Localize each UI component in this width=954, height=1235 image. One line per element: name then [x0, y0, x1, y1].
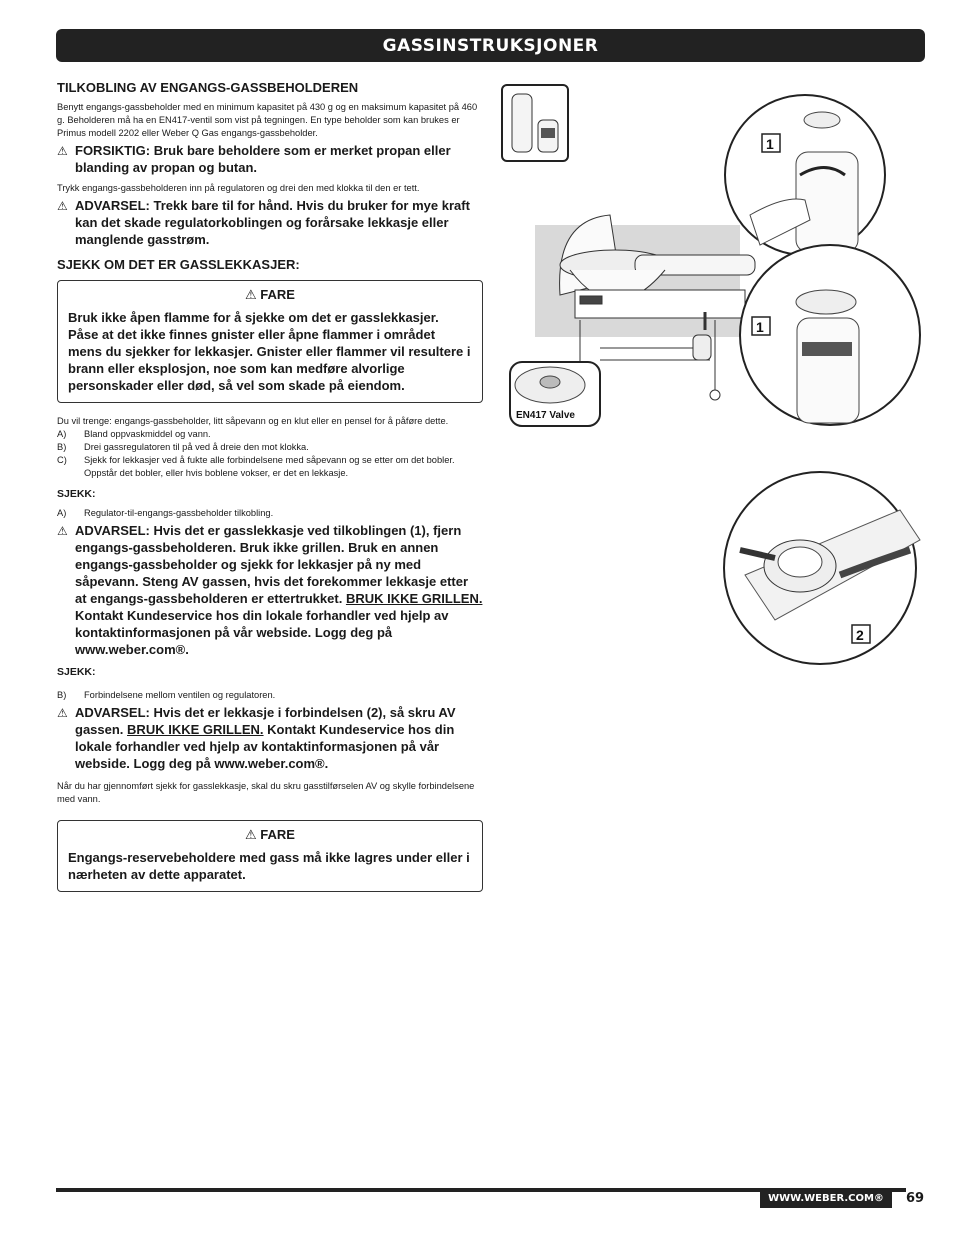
connect-detail-circle	[725, 95, 885, 255]
valve-label: EN417 Valve	[516, 410, 575, 421]
danger-box-flame	[57, 280, 483, 403]
warning-triangle-icon: ⚠	[57, 706, 68, 720]
header-bar	[56, 29, 925, 62]
danger-body: Bruk ikke åpen flamme for å sjekke om det er gasslekkasjer. Påse at det ikke finnes gnister eller åpne flammer i området mens du sjekker for lekkasjer. Gnister eller flammer vil resultere i brann eller eksplosjon, noe som kan medføre alvorlige personskader eller død, så vel som skade på eiendom.	[68, 310, 471, 393]
list-text: Sjekk for lekkasjer ved å fukte alle forbindelsene med såpevann og se etter om det bobler. Oppstår det bobler, eller hvis boblene vokser, er det en lekkasje.	[84, 455, 455, 478]
callout-1: 1	[766, 136, 774, 152]
warning-underline: BRUK IKKE GRILLEN.	[345, 591, 483, 606]
left-column	[57, 80, 483, 892]
list-key: A)	[57, 508, 67, 518]
cylinder-types-inset	[502, 85, 568, 161]
caution-text: FORSIKTIG: Bruk bare beholdere som er merket propan eller blanding av propan og butan.	[75, 143, 451, 175]
danger-title	[68, 827, 472, 843]
list-item	[57, 454, 483, 480]
section-heading-connect: TILKOBLING AV ENGANGS-GASSBEHOLDEREN	[57, 80, 359, 95]
list-key: A)	[57, 429, 67, 439]
footer-url[interactable]	[760, 1188, 892, 1208]
warning-text-end: Kontakt Kundeservice hos din lokale forhandler ved hjelp av kontaktinformasjonen på vår webside. Logg deg på www.weber.com®.	[75, 608, 449, 657]
steps-list	[57, 428, 483, 480]
danger-body: Engangs-reservebeholdere med gass må ikke lagres under eller i nærheten av dette apparatet.	[68, 850, 470, 882]
list-item	[57, 428, 483, 441]
after-text: Når du har gjennomført sjekk for gasslekkasje, skal du skru gasstilførselen AV og skylle forbindelsene med vann.	[57, 781, 475, 804]
press-text: Trykk engangs-gassbeholderen inn på regulatoren og drei den med klokka til den er tett.	[57, 183, 420, 193]
list-item	[57, 689, 483, 702]
danger-title	[68, 287, 472, 303]
warning-triangle-icon: ⚠	[57, 199, 68, 213]
regulator-detail-circle	[724, 472, 920, 664]
list-text: Forbindelsene mellom ventilen og regulatoren.	[84, 690, 276, 700]
page-number: 69	[906, 1191, 925, 1206]
need-text: Du vil trenge: engangs-gassbeholder, litt såpevann og en klut eller en pensel for å påføre dette.	[57, 416, 449, 426]
danger-title-text: FARE	[260, 287, 295, 302]
warning-note-leak-1	[57, 522, 483, 658]
danger-box-storage	[57, 820, 483, 892]
list-text: Bland oppvaskmiddel og vann.	[84, 429, 211, 439]
list-text: Drei gassregulatoren til på ved å dreie den mot klokka.	[84, 442, 309, 452]
warning-triangle-icon: ⚠	[57, 524, 68, 538]
section-heading-leak: SJEKK OM DET ER GASSLEKKASJER:	[57, 257, 300, 272]
illustration-figure	[500, 80, 930, 670]
caution-note	[57, 142, 483, 176]
warning-text-hand: ADVARSEL: Trekk bare til for hånd. Hvis du bruker for mye kraft kan det skade regulatorkoblingen og forårsake lekkasje eller manglende gasstrøm.	[75, 198, 470, 247]
list-item	[57, 441, 483, 454]
warning-triangle-icon: ⚠	[245, 287, 257, 302]
assembled-detail-circle	[740, 245, 920, 425]
page-title: GASSINSTRUKSJONER	[382, 35, 599, 56]
warning-triangle-icon: ⚠	[245, 827, 257, 842]
list-item	[57, 507, 483, 520]
warning-triangle-icon: ⚠	[57, 144, 68, 158]
valve-inset	[510, 362, 600, 426]
danger-title-text: FARE	[260, 827, 295, 842]
warning-text: ADVARSEL: Hvis det er lekkasje i forbindelsen (2), så skru AV gassen.	[75, 705, 456, 737]
warning-note-hand	[57, 197, 483, 248]
warning-text-end: Kontakt Kundeservice hos din lokale forhandler ved hjelp av kontaktinformasjonen på vår webside. Logg deg på www.weber.com®.	[75, 722, 455, 771]
warning-underline: BRUK IKKE GRILLEN.	[127, 722, 264, 737]
warning-text: ADVARSEL: Hvis det er gasslekkasje ved tilkoblingen (1), fjern engangs-gassbeholderen. Bruk ikke grillen. Bruk en annen engangs-gassbeholder og sjekk for lekkasjer på ny med såpevann. Steng AV gassen, hvis det forekommer lekkasje etter at engangs-gassbeholderen er ettertrukket.	[75, 523, 469, 606]
check-label-2: SJEKK:	[57, 666, 96, 678]
list-key: B)	[57, 690, 67, 700]
list-key: C)	[57, 455, 67, 465]
list-key: B)	[57, 442, 67, 452]
callout-1: 1	[756, 319, 764, 335]
warning-note-leak-2	[57, 704, 483, 772]
check-label-1: SJEKK:	[57, 488, 96, 500]
intro-text: Benytt engangs-gassbeholder med en minimum kapasitet på 430 g og en maksimum kapasitet på 460 g. Beholderen må ha en EN417-ventil som vist på tegningen. En type beholder som kan brukes er Primus modell 2202 eller Weber Q Gas engangs-gassbeholder.	[57, 102, 478, 138]
callout-2: 2	[856, 627, 864, 643]
list-text: Regulator-til-engangs-gassbeholder tilkobling.	[84, 508, 274, 518]
footer-url-text: WWW.WEBER.COM®	[768, 1192, 884, 1204]
